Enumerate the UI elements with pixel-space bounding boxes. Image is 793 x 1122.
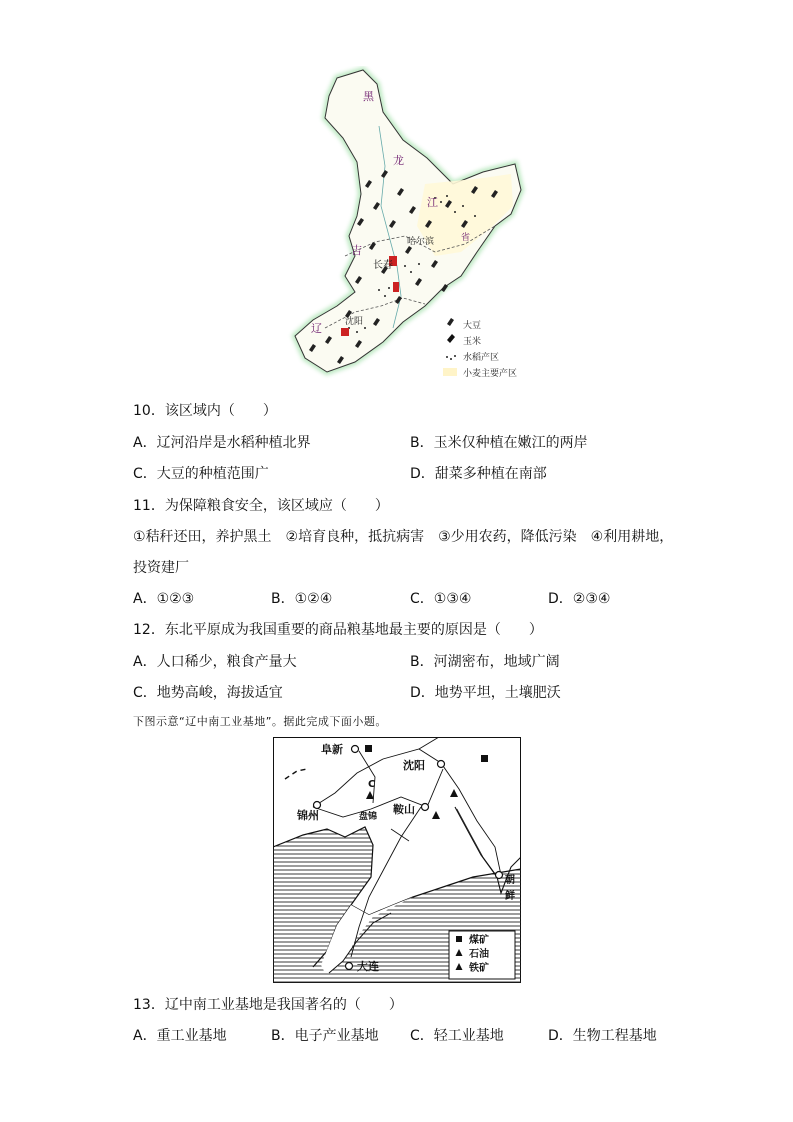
label-ji: 吉 — [351, 244, 362, 257]
city-dalian: 大连 — [357, 960, 379, 973]
legend-rice: 水稻产区 — [463, 353, 500, 363]
legend-oil: 石油 — [469, 949, 489, 960]
q11-option-c[interactable]: C．①③④ — [410, 591, 472, 607]
q12-option-d[interactable]: D．地势平坦，土壤肥沃 — [410, 685, 561, 701]
label-long: 龙 — [393, 154, 404, 167]
label-shenyang: 沈阳 — [345, 317, 364, 327]
q12-stem: 12．东北平原成为我国重要的商品粮基地最主要的原因是（ ） — [133, 622, 543, 638]
city-jinzhou: 锦州 — [297, 809, 319, 822]
label-jiang: 江 — [427, 196, 438, 209]
q10-option-c[interactable]: C．大豆的种植范围广 — [133, 466, 269, 482]
q11-statements-line2: 投资建厂 — [133, 560, 189, 576]
q12-option-b[interactable]: B．河湖密布，地域广阔 — [410, 654, 560, 670]
q13-option-d[interactable]: D．生物工程基地 — [548, 1028, 657, 1044]
q11-statements-line1: ①秸秆还田，养护黑土 ②培育良种，抵抗病害 ③少用农药，降低污染 ④利用耕地， — [133, 529, 674, 545]
label-chao: 朝 — [505, 875, 515, 886]
map2-legend — [449, 931, 515, 979]
legend-wheat: 小麦主要产区 — [463, 369, 518, 379]
label-hei: 黑 — [363, 90, 374, 103]
legend-soybean: 大豆 — [463, 321, 482, 331]
q12-option-a[interactable]: A．人口稀少，粮食产量大 — [133, 654, 297, 670]
q11-option-d[interactable]: D．②③④ — [548, 591, 611, 607]
q11-option-a[interactable]: A．①②③ — [133, 591, 195, 607]
q10-option-b[interactable]: B．玉米仅种植在嫩江的两岸 — [410, 435, 588, 451]
q11-stem: 11．为保障粮食安全，该区域应（ ） — [133, 498, 389, 514]
map1-legend — [443, 318, 517, 379]
q10-option-d[interactable]: D．甜菜多种植在南部 — [410, 466, 547, 482]
coal-mine-fuxin — [365, 745, 372, 752]
label-haerbin: 哈尔滨 — [407, 237, 435, 247]
q13-option-c[interactable]: C．轻工业基地 — [410, 1028, 504, 1044]
q12-option-c[interactable]: C．地势高峻，海拔适宜 — [133, 685, 283, 701]
legend-iron: 铁矿 — [469, 963, 489, 974]
city-anshan: 鞍山 — [393, 803, 415, 816]
city-shenyang: 沈阳 — [403, 759, 425, 772]
legend-coal: 煤矿 — [469, 935, 489, 946]
label-xian: 鲜 — [505, 891, 515, 902]
label-sheng: 省 — [461, 233, 471, 243]
q13-stem: 13．辽中南工业基地是我国著名的（ ） — [133, 997, 403, 1013]
svg-text:C: C — [368, 779, 376, 790]
q10-stem: 10．该区域内（ ） — [133, 403, 277, 419]
map2-intro: 下图示意“辽中南工业基地”。据此完成下面小题。 — [133, 715, 387, 728]
q13-option-a[interactable]: A．重工业基地 — [133, 1028, 227, 1044]
city-panjin: 盘锦 — [359, 812, 378, 822]
northeast-crop-map-svg — [285, 66, 535, 386]
northeast-crop-map — [285, 66, 535, 386]
city-fuxin: 阜新 — [321, 743, 343, 756]
coal-mine-east — [481, 755, 488, 762]
liaozhongnan-map — [273, 737, 521, 983]
q10-option-a[interactable]: A．辽河沿岸是水稻种植北界 — [133, 435, 311, 451]
label-liao: 辽 — [311, 322, 322, 335]
legend-corn: 玉米 — [463, 337, 482, 347]
liaozhongnan-map-svg — [273, 737, 521, 983]
q11-option-b[interactable]: B．①②④ — [271, 591, 333, 607]
label-changchun: 长春 — [373, 260, 393, 271]
q13-option-b[interactable]: B．电子产业基地 — [271, 1028, 379, 1044]
